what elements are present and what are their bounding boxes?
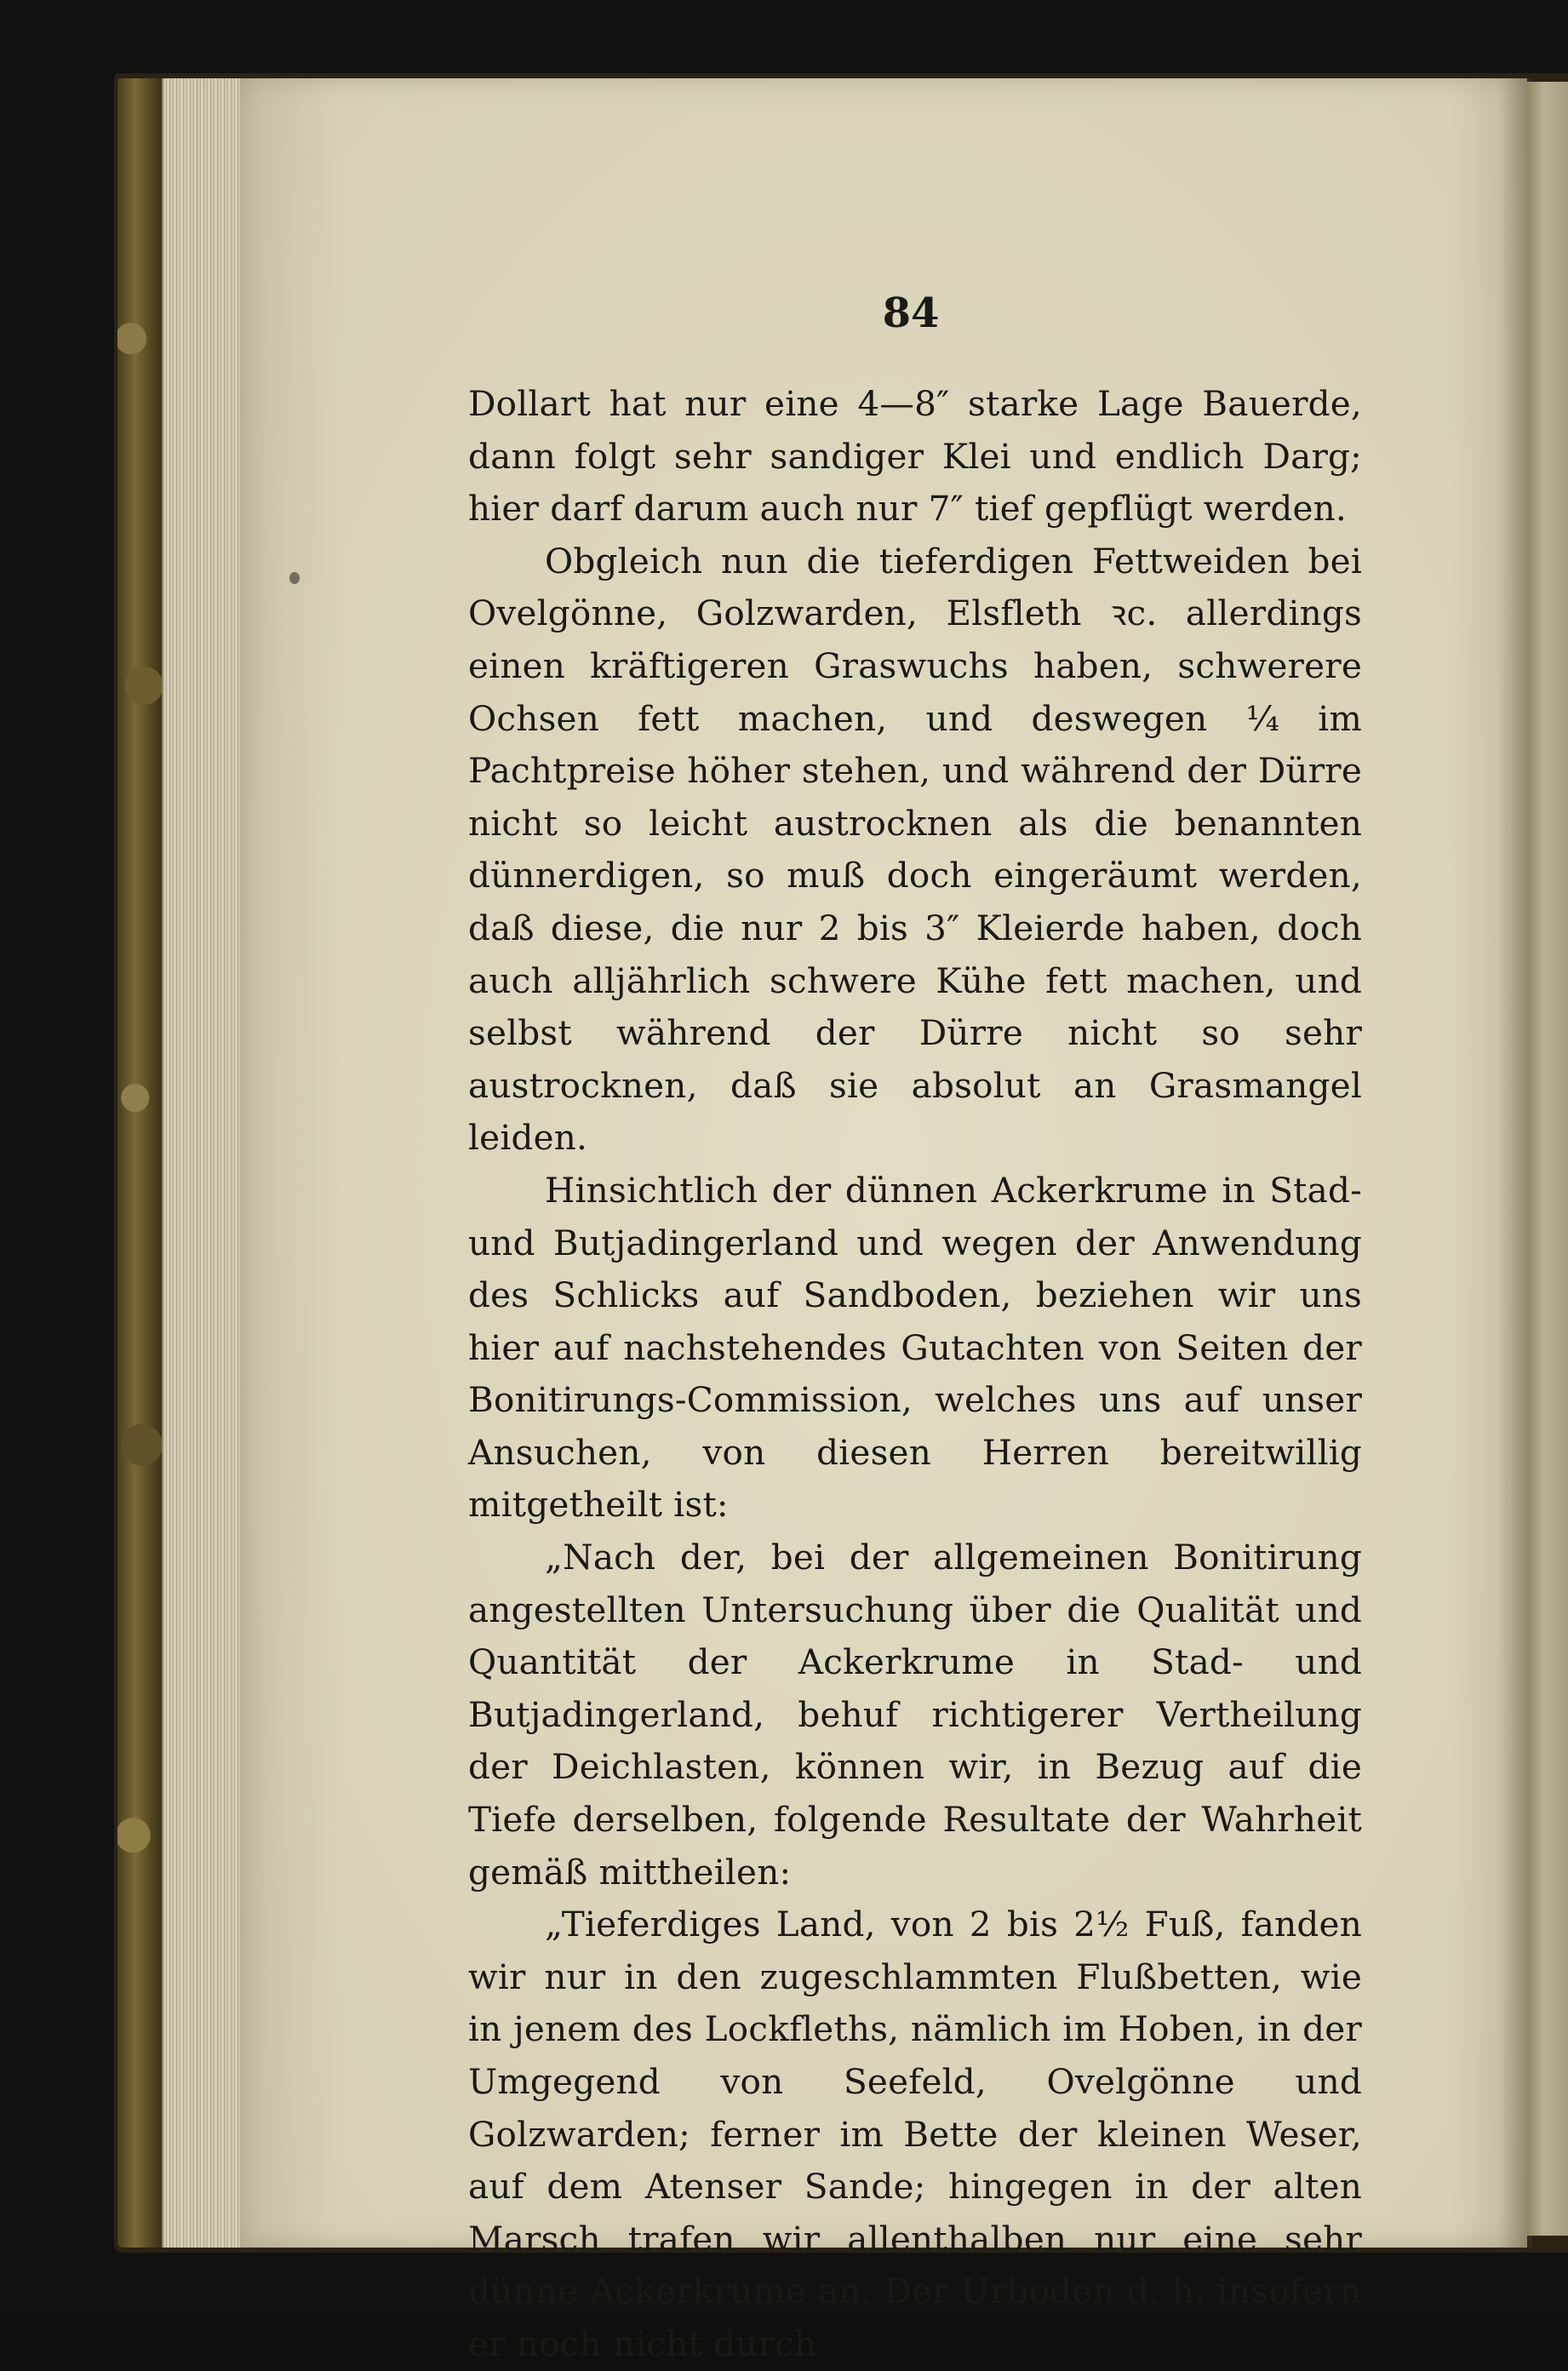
paragraph: Hinsichtlich der dünnen Ackerkrume in Stad- und Butjadingerland und wegen der Anwendung des Schlicks auf Sandboden, beziehen wir uns hier auf nachstehendes Gutachten von Seiten der Bonitirungs-Commission, welches uns auf unser Ansuchen, von diesen Herren bereitwillig mitgetheilt ist: [468, 1169, 1362, 1526]
body-text [468, 378, 1362, 2371]
paragraph: Dollart hat nur eine 4—8″ starke Lage Bauerde, dann folgt sehr sandiger Klei und endlich Darg; hier darf darum auch nur 7″ tief gepflügt werden. [468, 383, 1362, 530]
paragraph: Obgleich nun die tieferdigen Fettweiden bei Ovelgönne, Golzwarden, Elsfleth ꝛc. allerdings einen kräftigeren Graswuchs haben, schwerere Ochsen fett machen, und deswegen ¼ im Pachtpreise höher stehen, und während der Dürre nicht so leicht austrocknen als die benannten dünnerdigen, so muß doch eingeräumt werden, daß diese, die nur 2 bis 3″ Kleierde haben, doch auch alljährlich schwere Kühe fett machen, und selbst während der Dürre nicht so sehr austrocknen, daß sie absolut an Grasmangel leiden. [468, 540, 1362, 1159]
quoted-paragraph: „Nach der, bei der allgemeinen Bonitirung angestellten Untersuchung über die Qualität und Quantität der Ackerkrume in Stad- und Butjadingerland, behuf richtigerer Vertheilung der Deichlasten, können wir, in Bezug auf die Tiefe derselben, folgende Resultate der Wahrheit gemäß mittheilen: [468, 1537, 1362, 1893]
quoted-paragraph: „Tieferdiges Land, von 2 bis 2½ Fuß, fanden wir nur in den zugeschlammten Flußbetten, wie in jenem des Lockfleths, nämlich im Hoben, in der Umgegend von Seefeld, Ovelgönne und Golzwarden; ferner im Bette der kleinen Weser, auf dem Atenser Sande; hingegen in der alten Marsch trafen wir allenthalben nur eine sehr dünne Ackerkrume an. Der Urboden d. h. insofern er noch nicht durch [468, 1904, 1362, 2364]
page-number: 84 [882, 289, 940, 337]
next-page-edge [1527, 82, 1568, 2236]
ink-blot [289, 572, 300, 584]
marbled-spine [117, 78, 162, 2248]
page-edges [162, 78, 242, 2248]
